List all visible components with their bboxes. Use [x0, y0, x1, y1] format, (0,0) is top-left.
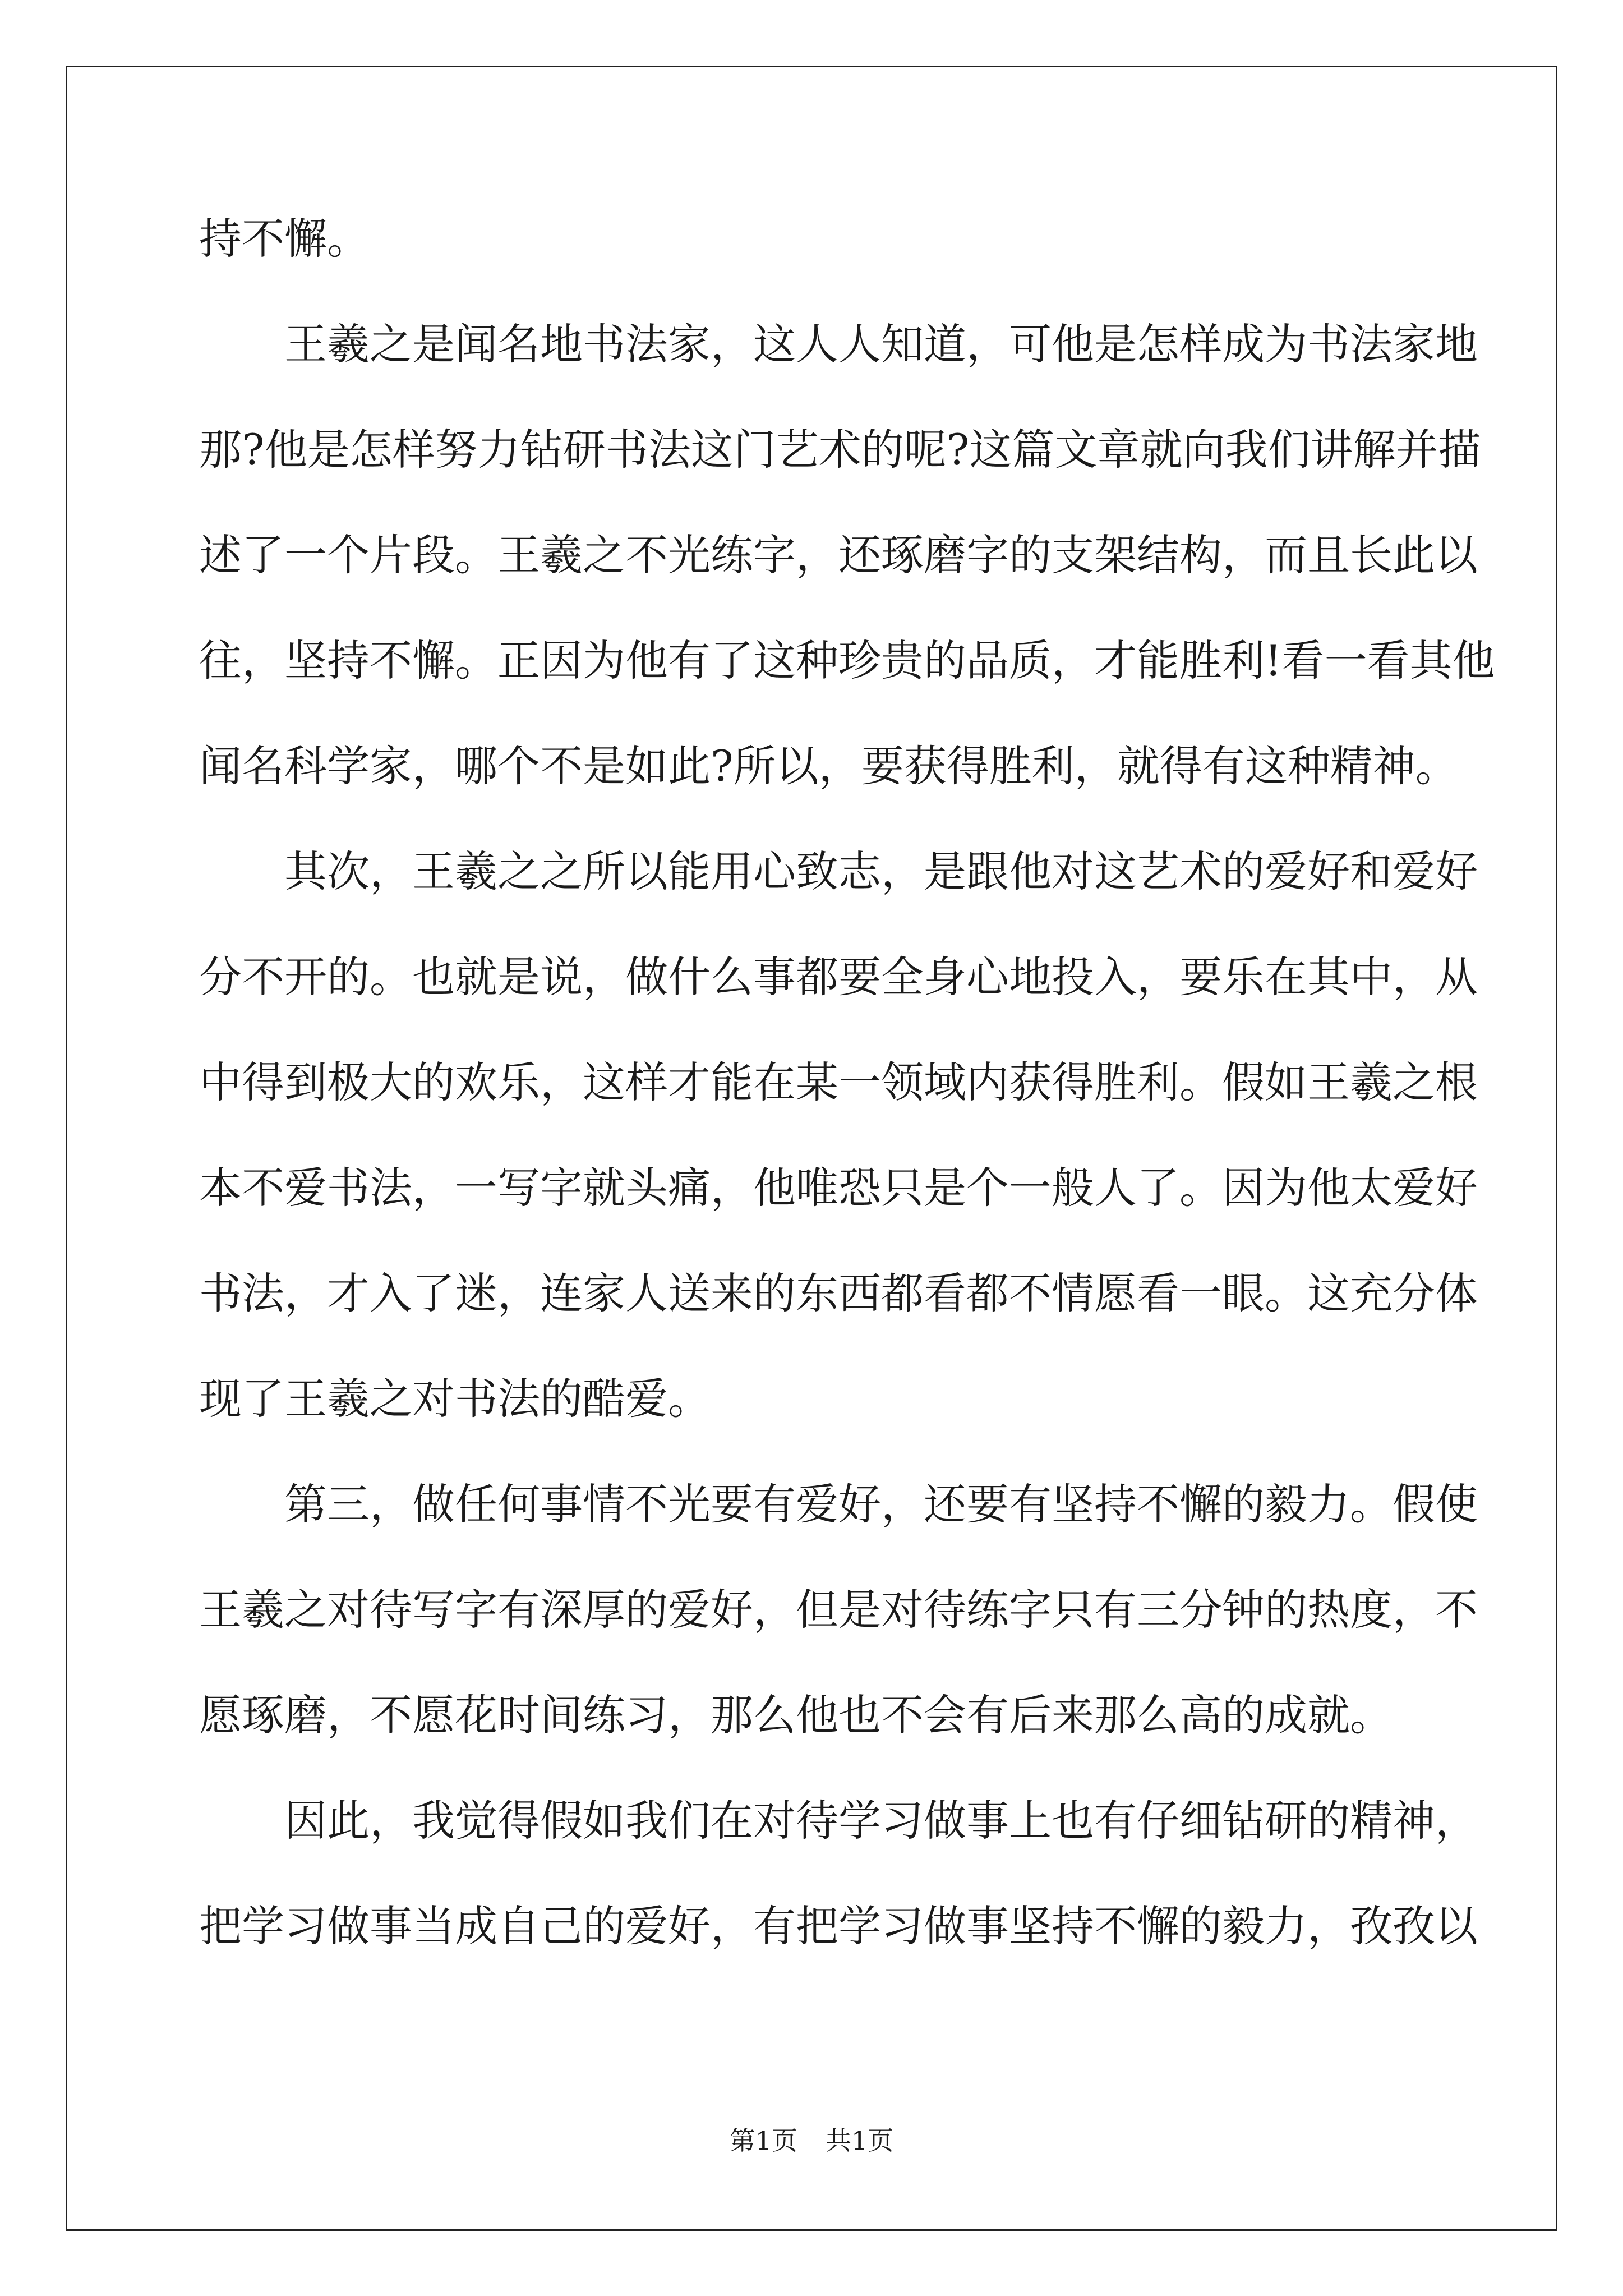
document-body: [199, 214, 1495, 2010]
text-line: 述了一个片段。王羲之不光练字，还琢磨字的支架结构，而且长此以: [199, 530, 1478, 580]
text-line: 现了王羲之对书法的酷爱。: [199, 1374, 711, 1424]
text-line: 闻名科学家，哪个不是如此?所以，要获得胜利，就得有这种精神。: [199, 741, 1458, 791]
text-line: 往，坚持不懈。正因为他有了这种珍贵的品质，才能胜利!看一看其他: [199, 636, 1495, 685]
text-line: 本不爱书法，一写字就头痛，他唯恐只是个一般人了。因为他太爱好: [199, 1163, 1478, 1213]
paragraph: [199, 1796, 1478, 2010]
text-line: 把学习做事当成自己的爱好，有把学习做事坚持不懈的毅力，孜孜以: [199, 1901, 1478, 1951]
paragraph: [199, 1479, 1478, 1800]
text-line: 因此，我觉得假如我们在对待学习做事上也有仔细钻研的精神，: [284, 1796, 1478, 1846]
text-line: 其次，王羲之之所以能用心致志，是跟他对这艺术的爱好和爱好: [284, 846, 1478, 896]
text-line: 愿琢磨，不愿花时间练习，那么他也不会有后来那么高的成就。: [199, 1690, 1393, 1740]
text-line: 王羲之对待写字有深厚的爱好，但是对待练字只有三分钟的热度，不: [199, 1585, 1478, 1635]
paragraph: [199, 846, 1478, 1483]
paragraph: [199, 319, 1495, 850]
page-footer: [0, 2120, 1623, 2157]
text-line: 中得到极大的欢乐，这样才能在某一领域内获得胜利。假如王羲之根: [199, 1057, 1478, 1107]
text-line: 第三，做任何事情不光要有爱好，还要有坚持不懈的毅力。假使: [284, 1479, 1478, 1529]
text-line: 书法，才入了迷，连家人送来的东西都看都不情愿看一眼。这充分体: [199, 1268, 1478, 1318]
text-line: 持不懈。: [199, 214, 370, 264]
total-pages-label: 共1页: [826, 2125, 894, 2156]
text-line: 王羲之是闻名地书法家，这人人知道，可他是怎样成为书法家地: [284, 319, 1478, 369]
paragraph: [199, 214, 1427, 323]
text-line: 分不开的。也就是说，做什么事都要全身心地投入，要乐在其中，从: [199, 952, 1478, 1002]
current-page-label: 第1页: [729, 2125, 797, 2156]
text-line: 那?他是怎样努力钻研书法这门艺术的呢?这篇文章就向我们讲解并描: [199, 425, 1481, 475]
